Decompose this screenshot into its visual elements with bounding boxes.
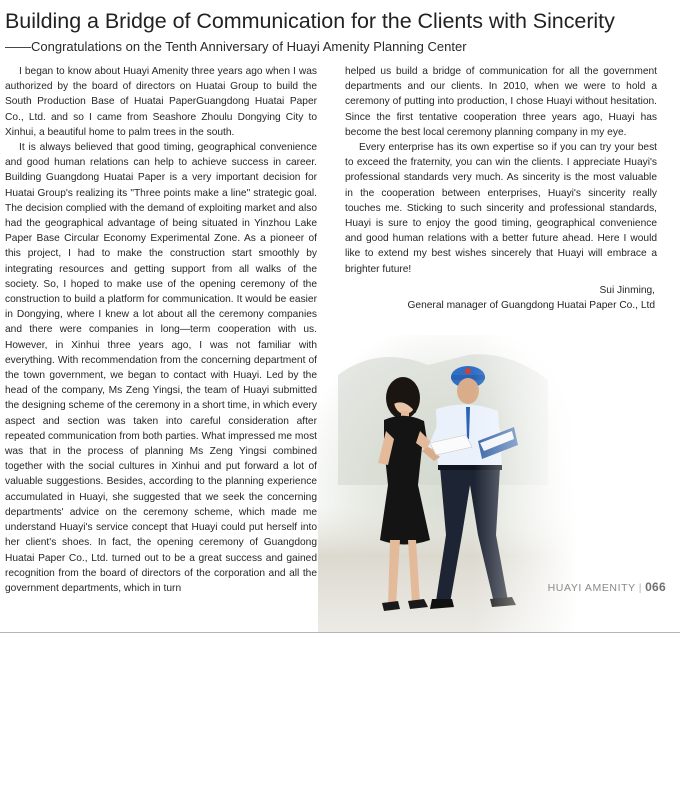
paragraph: helped us build a bridge of communication for all the government departments and our clients. In 2010, when we were to hold a ceremony of putting into production, I chose Huayi without hesitation. Since the first tentative cooperation three years ago, Huayi has become the best local ceremony planning company in my eye.: [345, 66, 657, 138]
page-number: 066: [645, 580, 666, 594]
page-footer: [530, 580, 666, 594]
footer-brand: HUAYI AMENITY: [547, 582, 636, 594]
article-subtitle: ——Congratulations on the Tenth Anniversary of Huayi Amenity Planning Center: [5, 39, 467, 54]
page-bottom-divider: [0, 632, 680, 633]
signature-name: Sui Jinming,: [599, 284, 655, 296]
left-column: [5, 64, 317, 596]
paragraph: It is always believed that good timing, geographical convenience and good human relations can help to achieve success in career. Building Guangdong Huatai Paper is a very important decision for Huatai Group's realizing its "Three points make a line" strategic goal. The decision complied with the demand of exploiting market and also had the geographical advantage of being situated in Yinzhou Lake Paper Base Circular Economy Experimental Zone. As a pioneer of this project, I had to make the construction start smoothly by integrating resources and getting support from all walks of the society. So, I hoped to make use of the opening ceremony of the construction to build a platform for communication. It would be easier in Dongying, where I knew a lot about all the ceremony companies and there were companies in long—term cooperation with us. However, in Xinhui three years ago, I was not familiar with everything. With recommendation from the concerning department of the town government, we began to contact with Huayi. Led by the head of the company, Ms Zeng Yingsi, the team of Huayi submitted the designing scheme of the ceremony in a short time, in which every aspect and section was taken into careful consideration after repeated communication from both parties. What impressed me most was that in the process of planning Ms Zeng Yingsi combined together with the social cultures in Xinhui and put forward a lot of valuable suggestions. Besides, according to the planning experience accumulated in Huayi, she suggested that we seek the concerning departments' advice on the ceremony scheme, which made me understand Huayi's service concept that Huayi could put herself into her client's shoes. In fact, the opening ceremony of Guangdong Huatai Paper Co., Ltd. turned out to be a great success and gained recognition from the board of directors of the corporation and all the government departments, which in turn: [5, 142, 318, 594]
paragraph: I began to know about Huayi Amenity three years ago when I was authorized by the board of directors on Huatai Group to build the South Production Base of Huatai PaperGuangdong Huatai Paper Co., Ltd. and so I came from Seashore Zhoulu Dongying City to Xinhui, a beautiful home to palm trees in the south.: [5, 66, 317, 138]
right-column: [345, 64, 657, 313]
paragraph: Every enterprise has its own expertise so if you can try your best to exceed the fraternity, you can win the clients. I appreciate Huayi's professional standards very much. As sincerity is the most valuable in the cooperation between enterprises, Huayi's sincerity really touches me. Sticking to such sincerity and professional standards, Huayi is sure to enjoy the good timing, geographical convenience and good human relations with a better future ahead. Here I would like to extend my best wishes sincerely that Huayi will embrace a brighter future!: [345, 142, 657, 275]
signature-title: General manager of Guangdong Huatai Paper Co., Ltd: [407, 300, 655, 312]
article-title: Building a Bridge of Communication for the Clients with Sincerity: [5, 9, 615, 33]
footer-separator: |: [638, 582, 643, 594]
